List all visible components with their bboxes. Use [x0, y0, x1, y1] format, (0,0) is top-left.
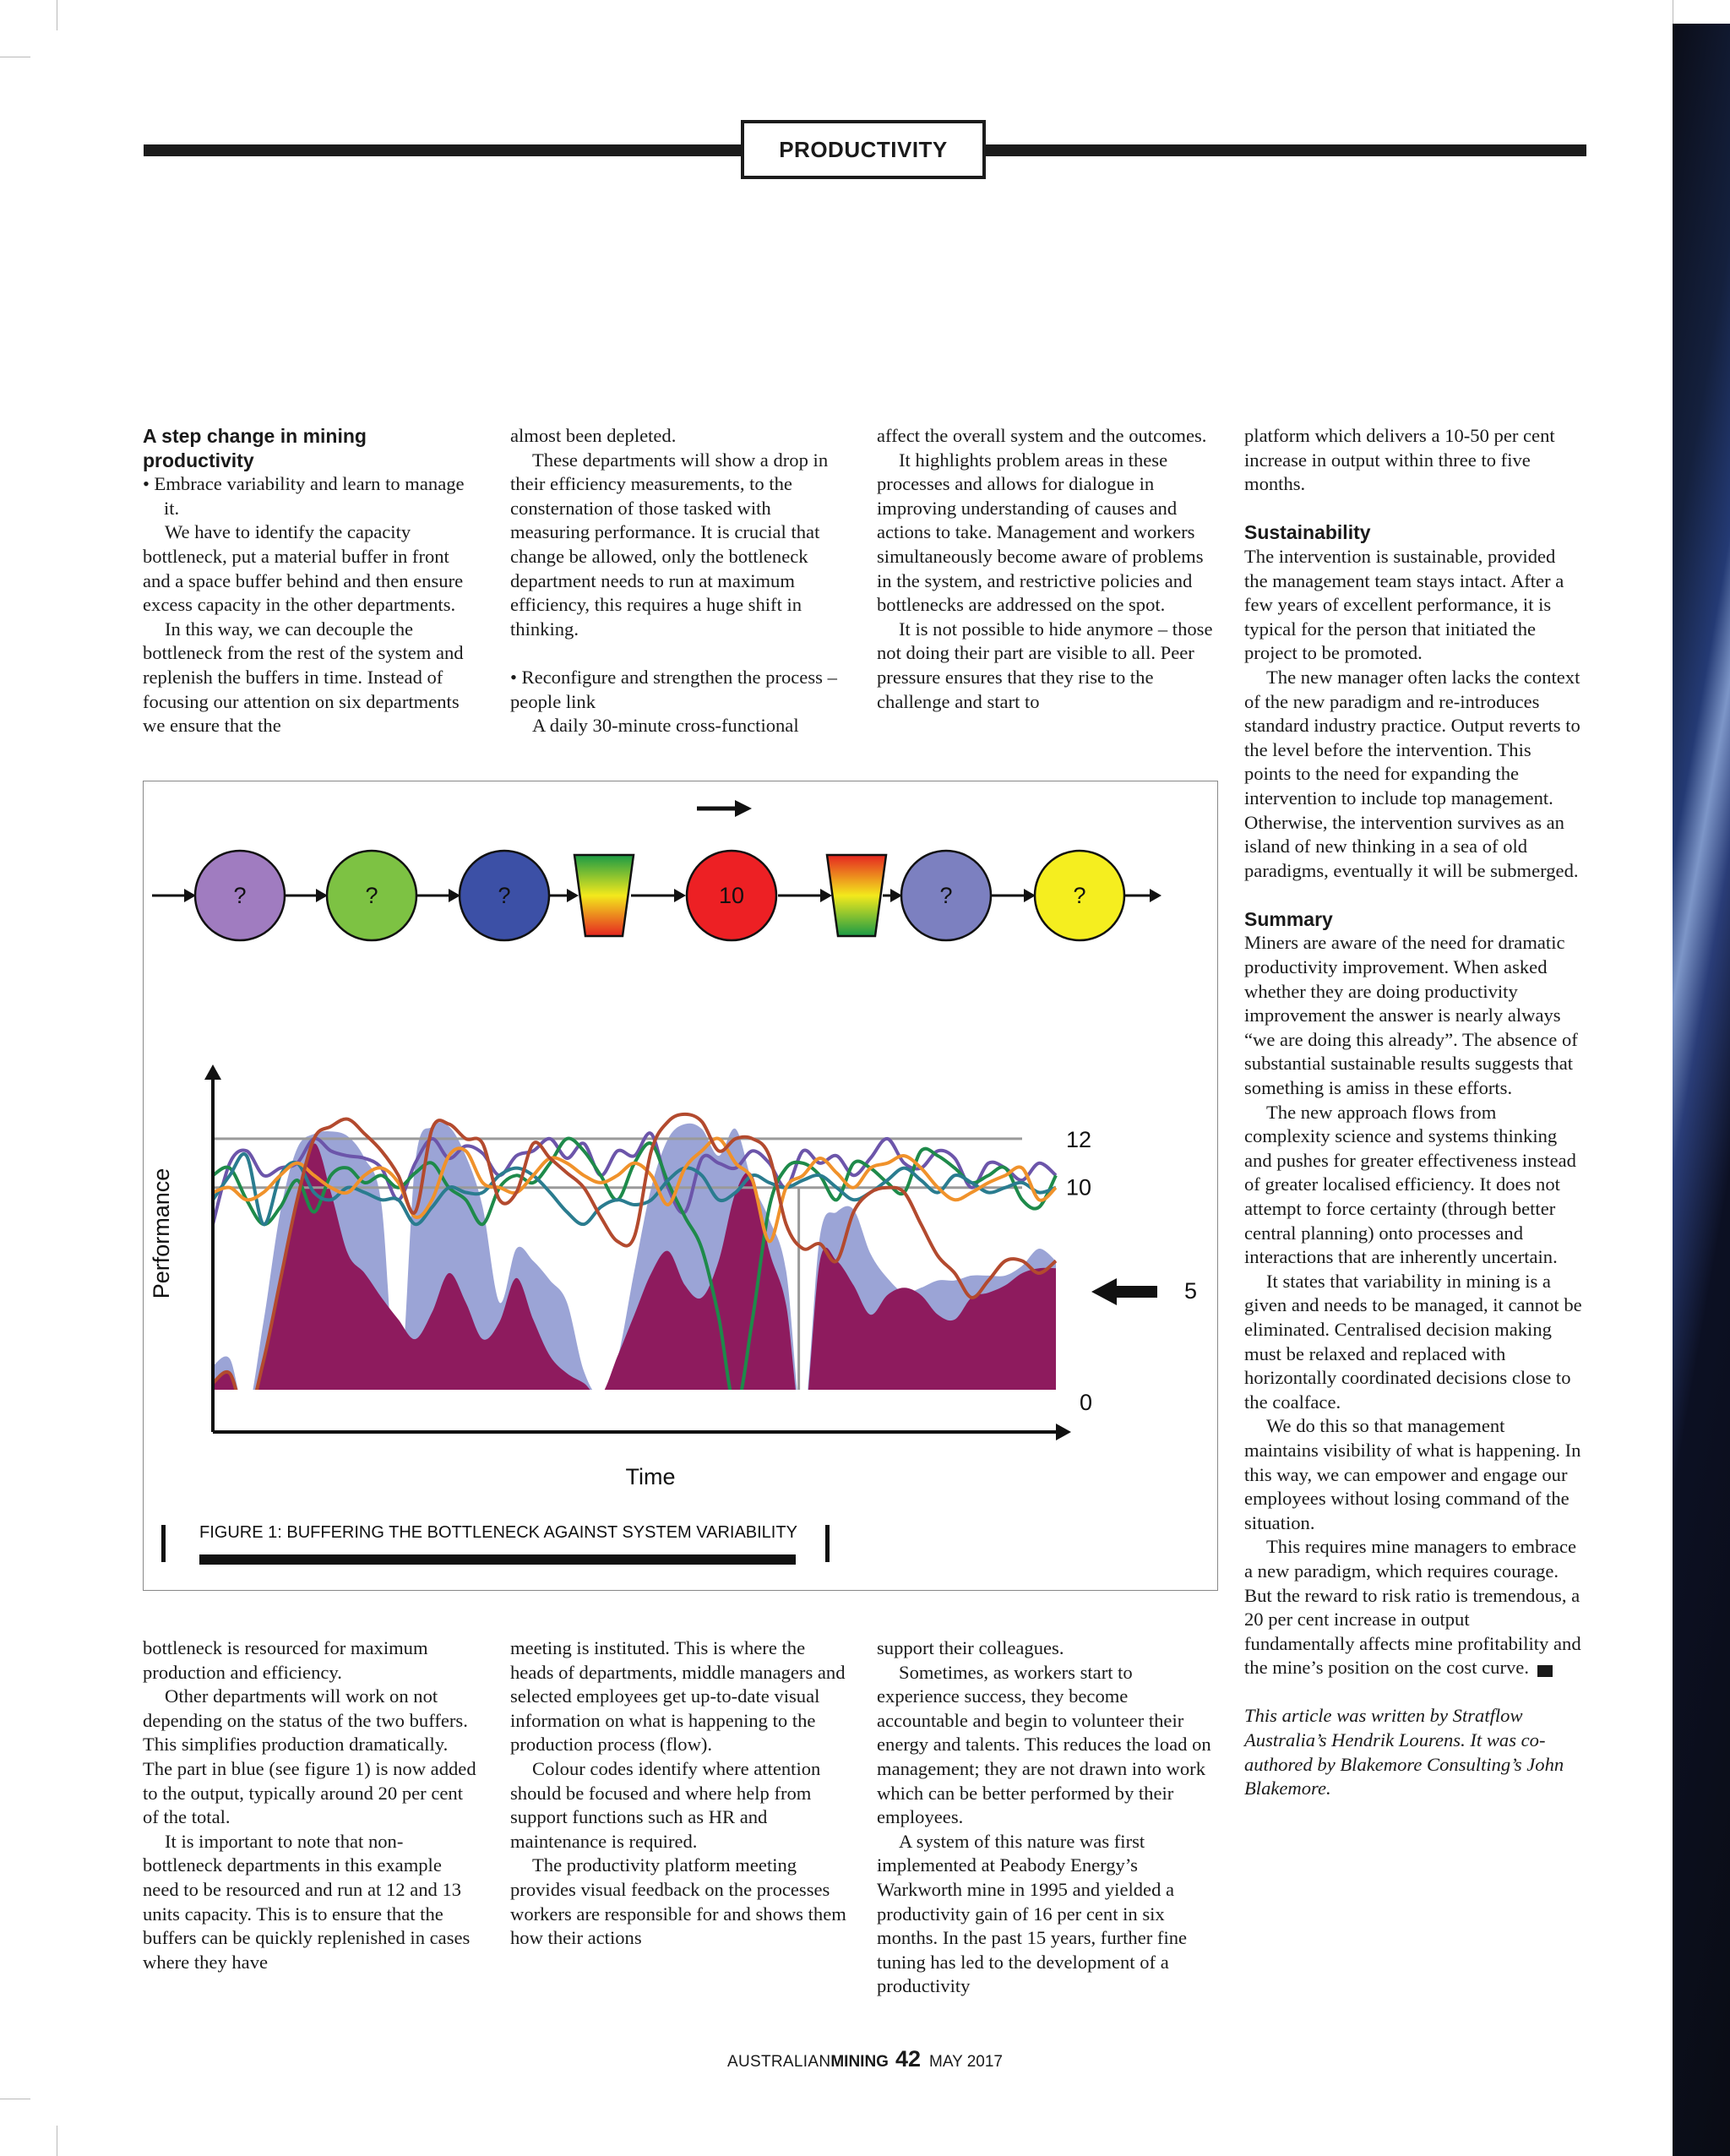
paragraph-gap [1244, 883, 1582, 907]
page-number: 42 [895, 2046, 921, 2072]
paragraph-gap [510, 641, 848, 666]
y-axis-title: Performance [149, 1168, 174, 1299]
paragraph: The productivity platform meeting provides visual feedback on the processes workers are responsible for and shows them how their actions [510, 1854, 846, 1949]
column-4 [1244, 424, 1582, 1801]
paragraph: These departments will show a drop in their efficiency measurements, to the consternation of those tasked with measuring performance. It is crucial that change be allowed, only the bottleneck department needs to run at maximum efficiency, this requires a huge shift in thinking. [510, 449, 829, 640]
level-label-5: 5 [1184, 1278, 1198, 1304]
paragraph: meeting is instituted. This is where the heads of departments, middle managers and selected employees get up-to-date visual information on what is happening to the production process (flow). [510, 1637, 846, 1756]
direction-arrow-head [735, 800, 752, 817]
level-label-12: 12 [1066, 1126, 1092, 1152]
marker-arrow-shaft [1115, 1286, 1157, 1298]
subheading: Sustainability [1244, 521, 1371, 544]
paragraph: A daily 30-minute cross-functional [532, 715, 799, 737]
buffer-trapezoid [827, 855, 886, 936]
y-axis-arrow [204, 1064, 221, 1080]
paragraph: In this way, we can decouple the bottleneck from the rest of the system and replenish the buffers in time. Instead of focusing our attention on six departments we ensure that the [143, 618, 464, 737]
column-1-top [143, 424, 481, 738]
figure-1 [143, 781, 1218, 1591]
buffer-trapezoid [574, 855, 634, 936]
paragraph: This article was written by Stratflow Australia’s Hendrik Lourens. It was co-authored by Blakemore Consulting’s John Blakemore. [1244, 1705, 1564, 1799]
flow-arrow-head [567, 889, 579, 902]
paragraph: bottleneck is resourced for maximum production and efficiency. [143, 1637, 428, 1683]
paragraph: almost been depleted. [510, 425, 677, 446]
section-label: PRODUCTIVITY [741, 120, 986, 179]
paragraph: The new manager often lacks the context of the new paradigm and re-introduces standard industry practice. Output reverts to the level before the intervention. This points to the need for expanding the intervention to include top management. Otherwise, the intervention survives as an island of new thinking in a sea of old paradigms, eventually it will be submerged. [1244, 666, 1580, 881]
caption-bracket-right [825, 1525, 830, 1562]
level-label-10: 10 [1066, 1174, 1092, 1200]
paragraph: Miners are aware of the need for dramatic productivity improvement. When asked whether they are doing productivity improvement the answer is nearly always “we are doing this already”. The absence of substantial sustainable results suggests that something is amiss in these efforts. [1244, 932, 1578, 1099]
paragraph: The new approach flows from complexity science and systems thinking and pushes for greater effectiveness instead of greater localised efficiency. It does not attempt to force certainty (through better central planning) onto processes and interactions that are inherently uncertain. [1244, 1101, 1576, 1268]
paragraph: It is not possible to hide anymore – those not doing their part are visible to all. Peer pressure ensures that they rise to the challenge and start to [877, 618, 1213, 712]
paragraph: platform which delivers a 10-50 per cent increase in output within three to five months. [1244, 425, 1555, 495]
flow-arrow-head [820, 889, 832, 902]
flow-arrow-head [674, 889, 686, 902]
performance-chart [149, 1064, 1197, 1565]
figure-caption: FIGURE 1: BUFFERING THE BOTTLENECK AGAINST SYSTEM VARIABILITY [199, 1523, 797, 1542]
paragraph: support their colleagues. [877, 1637, 1064, 1658]
paragraph: The intervention is sustainable, provided the management team stays intact. After a few years of excellent performance, it is typical for the person that initiated the project to be promoted. [1244, 545, 1564, 664]
department-label: ? [939, 883, 953, 908]
department-label: ? [1073, 883, 1086, 908]
column-2-bottom [510, 1636, 848, 1951]
paragraph-gap [1244, 1680, 1582, 1705]
magazine-name-suffix: MINING [830, 2053, 889, 2071]
paragraph: • Reconfigure and strengthen the process – people link [510, 666, 837, 712]
paragraph: We do this so that management maintains visibility of what is happening. In this way, we can empower and engage our employees without losing command of the situation. [1244, 1415, 1581, 1533]
paragraph: Other departments will work on not depending on the status of the two buffers. This simplifies production dramatically. The part in blue (see figure 1) is now added to the output, typically around 20 per cent of the total. [143, 1685, 476, 1828]
flow-arrow-head [1150, 889, 1161, 902]
department-label: ? [365, 883, 378, 908]
department-label: ? [233, 883, 247, 908]
caption-rule [199, 1554, 796, 1565]
paragraph: Sometimes, as workers start to experience success, they become accountable and begin to volunteer their energy and talents. This reduces the load on management; they are not drawn into work which can be better performed by their employees. [877, 1661, 1211, 1828]
paragraph: This requires mine managers to embrace a new paradigm, which requires courage. But the reward to risk ratio is tremendous, a 20 per cent increase in output fundamentally affects mine profitability and the mine’s position on the cost curve. AM [1244, 1536, 1581, 1679]
caption-bracket-left [161, 1525, 166, 1562]
department-label: ? [498, 883, 511, 908]
x-axis-arrow [1056, 1424, 1071, 1440]
department-label: 10 [718, 883, 745, 908]
column-3-bottom [877, 1636, 1215, 1999]
column-1-bottom [143, 1636, 481, 1974]
column-3-top [877, 424, 1215, 714]
column-2-top [510, 424, 848, 738]
paragraph: It states that variability in mining is a given and needs to be managed, it cannot be eliminated. Centralised decision making must be relaxed and replaced with horizontally coordinated decisions close to the coalface. [1244, 1270, 1582, 1413]
paragraph: Colour codes identify where attention should be focused and where help from support functions such as HR and maintenance is required. [510, 1757, 821, 1852]
facing-page-photo-edge [1673, 24, 1730, 2156]
magazine-name-prefix: AUSTRALIAN [727, 2053, 831, 2071]
paragraph: A system of this nature was first implemented at Peabody Energy’s Warkworth mine in 1995 and yielded a productivity gain of 16 per cent in six months. In the past 15 years, further fine tuning has led to the development of a productivity [877, 1830, 1188, 1997]
level-label-0: 0 [1080, 1390, 1093, 1415]
figure-graphic [144, 781, 1219, 1592]
end-mark-logo: AM [1537, 1665, 1553, 1677]
paragraph: We have to identify the capacity bottleneck, put a material buffer in front and a space buffer behind and then ensure excess capacity in the other departments. [143, 521, 464, 616]
paragraph-gap [1244, 497, 1582, 521]
flow-row [152, 800, 1161, 940]
page-footer [0, 2046, 1730, 2072]
x-axis-title: Time [625, 1464, 676, 1489]
paragraph: It highlights problem areas in these processes and allows for dialogue in improving understanding of causes and actions to take. Management and workers simultaneously become aware of problems in the system, and restrictive policies and bottlenecks are addressed on the spot. [877, 449, 1204, 616]
subheading: A step change in mining productivity [143, 425, 367, 471]
paragraph: It is important to note that non-bottleneck departments in this example need to be resourced and run at 12 and 13 units capacity. This is to ensure that the buffers can be quickly replenished in cases where they have [143, 1830, 471, 1973]
plot-area [213, 1114, 1056, 1432]
paragraph: affect the overall system and the outcomes. [877, 425, 1207, 446]
paragraph: • Embrace variability and learn to manage it. [143, 473, 465, 519]
issue-date: MAY 2017 [929, 2053, 1003, 2071]
marker-arrow-head [1091, 1278, 1117, 1305]
subheading: Summary [1244, 907, 1333, 930]
